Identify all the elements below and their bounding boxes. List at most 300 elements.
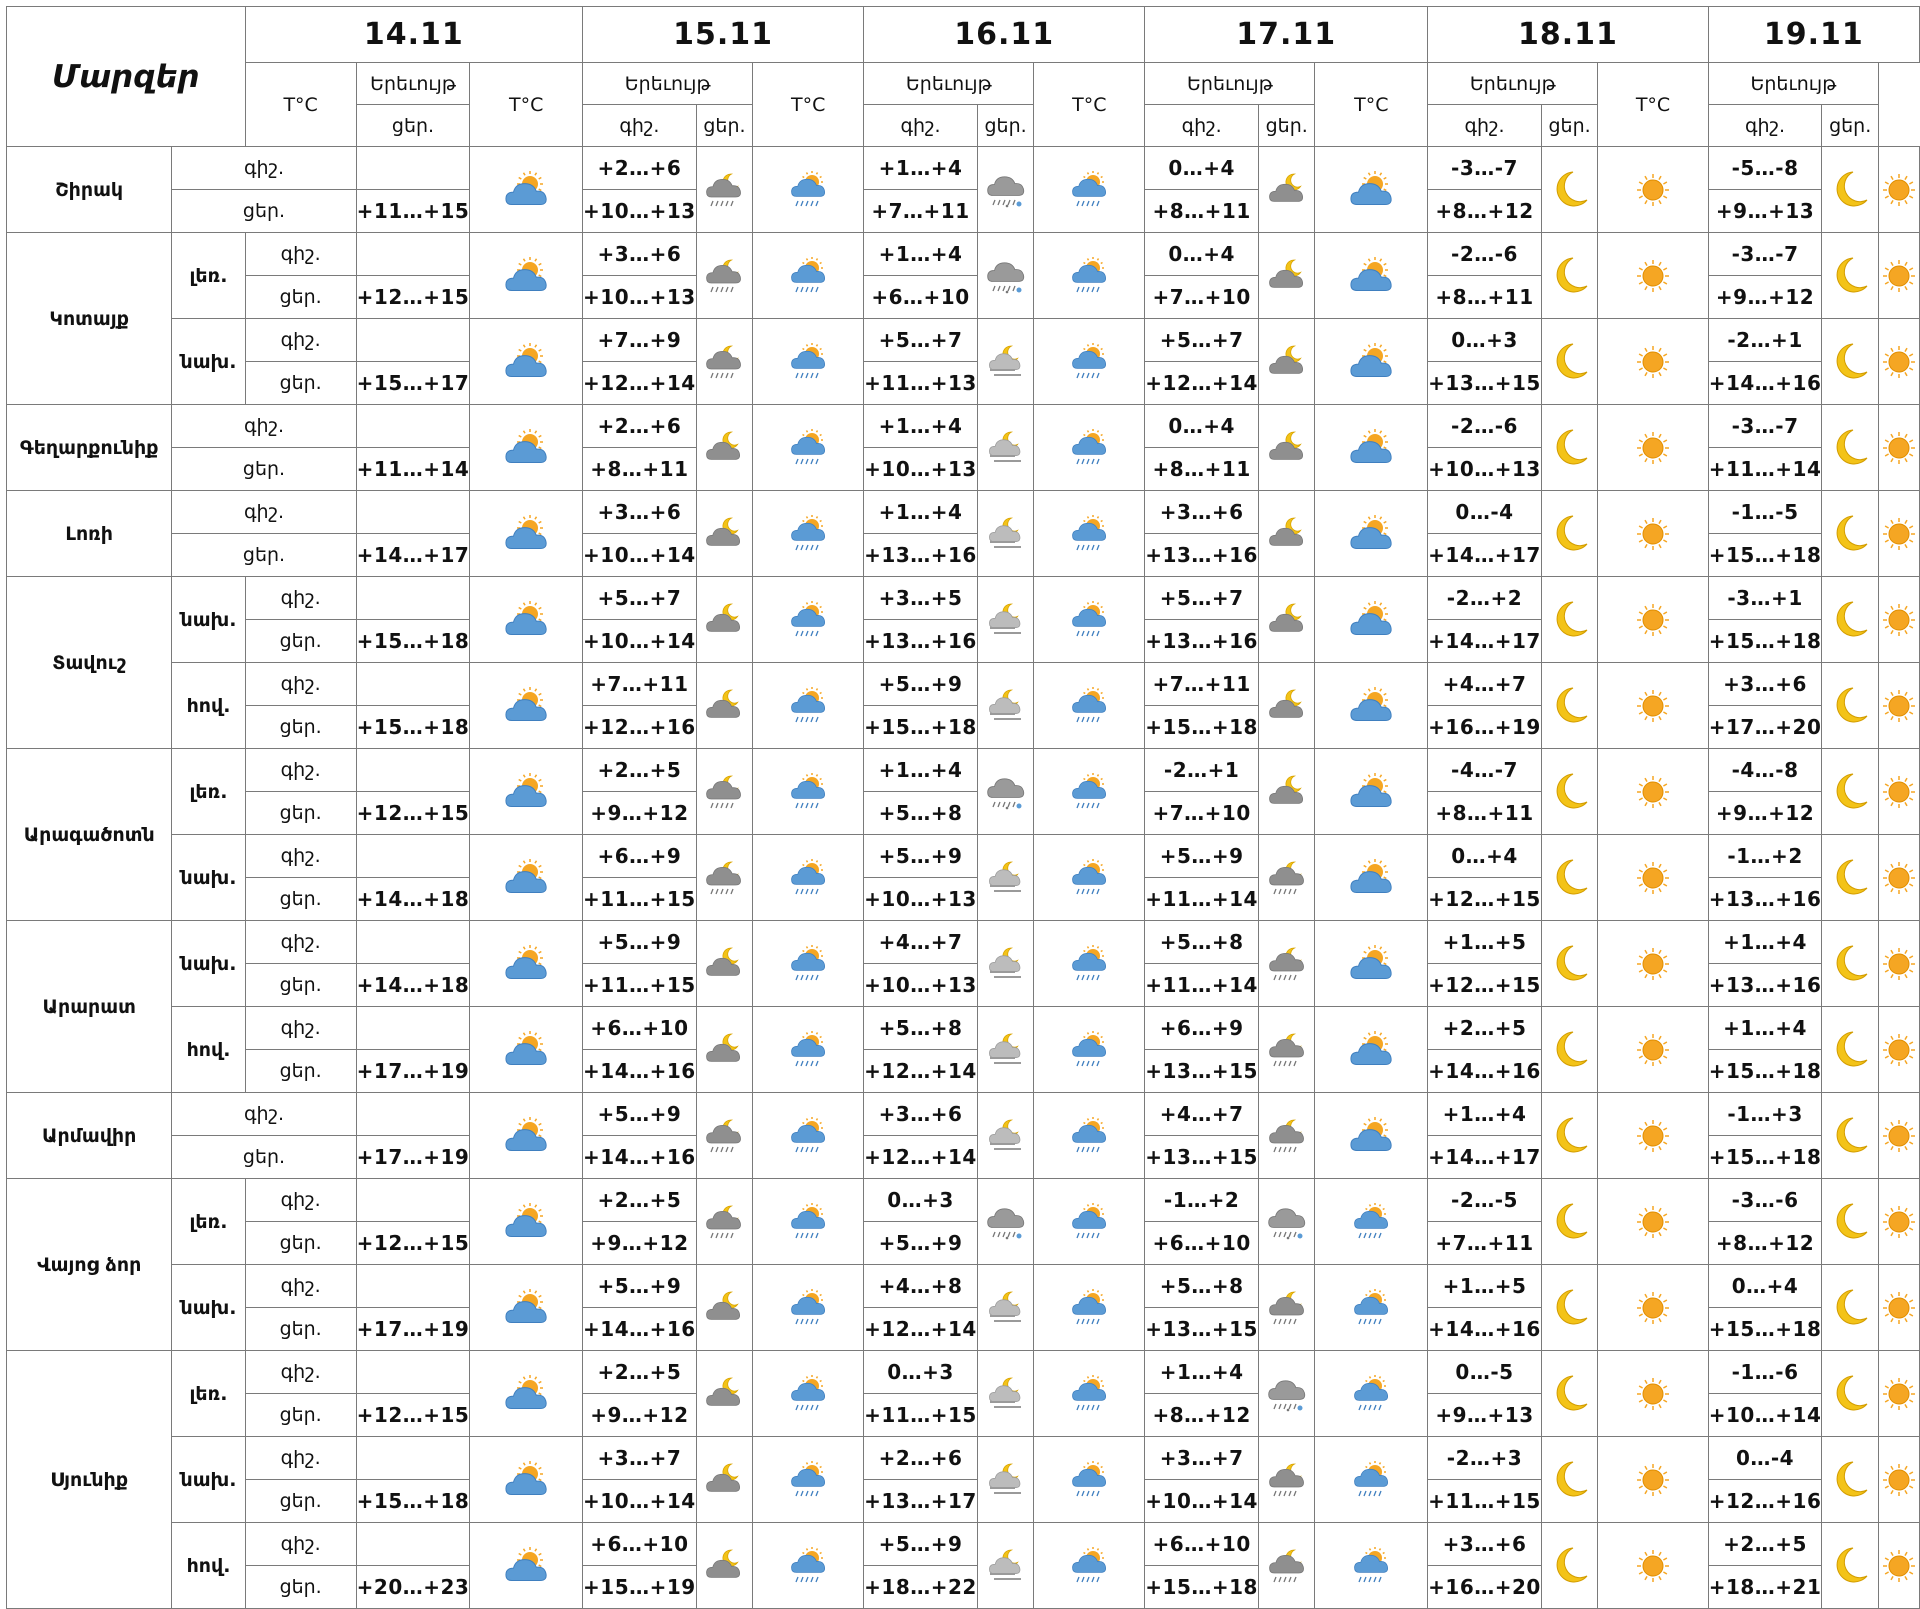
night-temp: +3…+6	[583, 491, 697, 534]
night-temp: +6…+10	[583, 1523, 697, 1566]
night-temp	[356, 1179, 470, 1222]
night-weather-icon	[1822, 921, 1879, 1007]
day-weather-icon	[1879, 491, 1920, 577]
sun-cloud-rain-icon	[1068, 428, 1110, 468]
night-temp: -1…-5	[1708, 491, 1822, 534]
day-temp: +8…+12	[1708, 1222, 1822, 1265]
moon-fog-icon	[985, 1116, 1027, 1156]
night-weather-icon	[1822, 663, 1879, 749]
night-temp: +2…+6	[583, 405, 697, 448]
sun-icon	[1879, 256, 1919, 296]
day-temp: +7…+10	[1145, 792, 1259, 835]
date-header: 19.11	[1708, 7, 1919, 63]
night-weather-icon	[977, 1093, 1033, 1179]
night-header: գիշ.	[583, 105, 697, 147]
night-weather-icon	[696, 835, 752, 921]
moon-icon	[1829, 168, 1871, 212]
day-weather-icon	[1315, 1007, 1428, 1093]
night-temp: +5…+7	[1145, 319, 1259, 362]
subregion-label: նախ.	[172, 921, 245, 1007]
night-temp: +1…+4	[1428, 1093, 1542, 1136]
night-weather-icon	[977, 1351, 1033, 1437]
day-temp: +7…+11	[864, 190, 978, 233]
table-row	[7, 491, 1920, 534]
sun-cloud-rain-icon	[787, 1374, 829, 1414]
subregion-label: նախ.	[172, 1265, 245, 1351]
day-temp: +9…+13	[1708, 190, 1822, 233]
sun-icon	[1879, 1460, 1919, 1500]
day-weather-icon	[753, 749, 864, 835]
day-temp: +15…+17	[356, 362, 470, 405]
night-temp: +2…+5	[583, 1179, 697, 1222]
night-temp	[356, 147, 470, 190]
night-weather-icon	[1258, 147, 1314, 233]
night-header: գիշ.	[864, 105, 978, 147]
day-temp: +9…+12	[1708, 792, 1822, 835]
moon-icon	[1829, 512, 1871, 556]
night-weather-icon	[977, 663, 1033, 749]
night-temp: +5…+8	[1145, 1265, 1259, 1308]
date-header: 14.11	[245, 7, 582, 63]
day-weather-icon	[1034, 233, 1145, 319]
day-temp: +14…+17	[356, 534, 470, 577]
day-temp: +11…+15	[583, 964, 697, 1007]
sun-cloud-icon	[502, 514, 550, 554]
night-temp: +1…+4	[864, 147, 978, 190]
day-temp: +13…+16	[1145, 534, 1259, 577]
subregion-label: լեռ.	[172, 1179, 245, 1265]
day-temp: +15…+18	[864, 706, 978, 749]
night-temp	[356, 835, 470, 878]
sun-cloud-rain-icon	[1068, 600, 1110, 640]
day-weather-icon	[470, 1093, 583, 1179]
moon-icon	[1829, 1458, 1871, 1502]
night-temp: +5…+9	[1145, 835, 1259, 878]
day-temp: +13…+17	[864, 1480, 978, 1523]
night-temp	[356, 491, 470, 534]
phenomenon-header: Երեւույթ	[356, 63, 470, 105]
sun-cloud-icon	[502, 1202, 550, 1242]
night-temp	[356, 1523, 470, 1566]
day-weather-icon	[753, 319, 864, 405]
day-temp: +7…+11	[1428, 1222, 1542, 1265]
night-temp: -2…-6	[1428, 233, 1542, 276]
moon-icon	[1829, 770, 1871, 814]
moon-icon	[1549, 1544, 1591, 1588]
night-weather-icon	[977, 1179, 1033, 1265]
day-weather-icon	[1034, 405, 1145, 491]
night-temp: -3…-7	[1708, 405, 1822, 448]
sun-cloud-icon	[1347, 514, 1395, 554]
night-temp: -1…+3	[1708, 1093, 1822, 1136]
day-temp: +12…+14	[1145, 362, 1259, 405]
day-temp: +10…+14	[1708, 1394, 1822, 1437]
day-temp: +13…+16	[1708, 878, 1822, 921]
night-temp: +1…+5	[1428, 921, 1542, 964]
day-temp: +14…+16	[583, 1308, 697, 1351]
day-temp: +9…+12	[583, 792, 697, 835]
moon-icon	[1829, 1200, 1871, 1244]
moon-icon	[1549, 168, 1591, 212]
date-header: 17.11	[1145, 7, 1428, 63]
night-temp	[356, 405, 470, 448]
night-temp	[356, 1351, 470, 1394]
night-temp: +1…+4	[864, 233, 978, 276]
day-temp: +11…+15	[1428, 1480, 1542, 1523]
day-weather-icon	[1598, 921, 1708, 1007]
table-row	[7, 577, 1920, 620]
subregion-label: հով.	[172, 663, 245, 749]
day-weather-icon	[1315, 491, 1428, 577]
cloud-snow-icon	[1266, 1202, 1308, 1242]
moon-icon	[1549, 1458, 1591, 1502]
night-weather-icon	[1541, 1523, 1597, 1609]
sun-icon	[1633, 858, 1673, 898]
sun-cloud-rain-icon	[1350, 1374, 1392, 1414]
night-weather-icon	[1258, 1093, 1314, 1179]
day-weather-icon	[1315, 1093, 1428, 1179]
region-name: Կոտայք	[7, 233, 172, 405]
night-label: գիշ.	[245, 1351, 356, 1394]
night-label: գիշ.	[245, 835, 356, 878]
night-label: գիշ.	[172, 491, 356, 534]
temp-header: T°C	[245, 63, 356, 147]
day-weather-icon	[1315, 233, 1428, 319]
moon-cloud-rain-icon	[1266, 944, 1308, 984]
night-temp: +5…+8	[1145, 921, 1259, 964]
table-row	[7, 1437, 1920, 1480]
sun-cloud-rain-icon	[1068, 1116, 1110, 1156]
night-label: գիշ.	[245, 233, 356, 276]
moon-fog-icon	[985, 1374, 1027, 1414]
night-temp: +5…+9	[583, 921, 697, 964]
day-weather-icon	[753, 1093, 864, 1179]
day-temp: +20…+23	[356, 1566, 470, 1609]
night-temp: +1…+5	[1428, 1265, 1542, 1308]
moon-cloud-rain-icon	[1266, 1546, 1308, 1586]
moon-cloud-rain-icon	[1266, 858, 1308, 898]
day-weather-icon	[1879, 233, 1920, 319]
sun-icon	[1633, 428, 1673, 468]
night-temp: +1…+4	[1708, 921, 1822, 964]
day-temp: +17…+20	[1708, 706, 1822, 749]
moon-cloud-rain-icon	[703, 772, 745, 812]
day-temp: +14…+17	[1428, 534, 1542, 577]
day-weather-icon	[1034, 835, 1145, 921]
day-temp: +10…+14	[583, 534, 697, 577]
night-temp	[356, 749, 470, 792]
day-weather-icon	[1034, 577, 1145, 663]
night-temp: -2…+2	[1428, 577, 1542, 620]
sun-icon	[1879, 1202, 1919, 1242]
sun-cloud-rain-icon	[787, 944, 829, 984]
day-weather-icon	[470, 921, 583, 1007]
sun-icon	[1879, 1116, 1919, 1156]
sun-cloud-icon	[502, 600, 550, 640]
moon-cloud-icon	[703, 1546, 745, 1586]
sun-icon	[1633, 1460, 1673, 1500]
night-temp: +4…+7	[1428, 663, 1542, 706]
night-weather-icon	[977, 1437, 1033, 1523]
night-weather-icon	[696, 1265, 752, 1351]
day-temp: +9…+12	[583, 1394, 697, 1437]
sun-cloud-icon	[502, 772, 550, 812]
moon-cloud-icon	[1266, 428, 1308, 468]
table-row	[7, 663, 1920, 706]
day-temp: +8…+11	[1145, 448, 1259, 491]
sun-cloud-rain-icon	[787, 1030, 829, 1070]
day-weather-icon	[1879, 1351, 1920, 1437]
sun-cloud-rain-icon	[1068, 772, 1110, 812]
day-temp: +15…+18	[356, 1480, 470, 1523]
sun-cloud-rain-icon	[787, 858, 829, 898]
region-name: Տավուշ	[7, 577, 172, 749]
moon-cloud-icon	[703, 686, 745, 726]
night-temp: -3…+1	[1708, 577, 1822, 620]
day-header: ցեր.	[1258, 105, 1314, 147]
night-temp: +5…+7	[583, 577, 697, 620]
moon-cloud-rain-icon	[703, 1202, 745, 1242]
day-temp: +14…+17	[1428, 620, 1542, 663]
table-title: Մարզեր	[7, 7, 246, 147]
subregion-label: նախ.	[172, 577, 245, 663]
night-temp: +5…+7	[1145, 577, 1259, 620]
night-weather-icon	[1822, 405, 1879, 491]
night-temp	[356, 577, 470, 620]
day-label: ցեր.	[245, 1480, 356, 1523]
night-weather-icon	[696, 1437, 752, 1523]
night-weather-icon	[1822, 1179, 1879, 1265]
temp-header: T°C	[470, 63, 583, 147]
cloud-snow-icon	[985, 772, 1027, 812]
night-temp: +2…+5	[583, 749, 697, 792]
moon-icon	[1829, 254, 1871, 298]
sun-icon	[1879, 858, 1919, 898]
sun-cloud-rain-icon	[787, 1460, 829, 1500]
moon-icon	[1829, 598, 1871, 642]
night-weather-icon	[977, 577, 1033, 663]
temp-header: T°C	[1598, 63, 1708, 147]
cloud-snow-icon	[985, 256, 1027, 296]
sun-cloud-rain-icon	[1068, 686, 1110, 726]
day-weather-icon	[1879, 405, 1920, 491]
sun-icon	[1879, 1288, 1919, 1328]
day-temp: +12…+16	[583, 706, 697, 749]
sun-icon	[1879, 1030, 1919, 1070]
night-temp	[356, 1007, 470, 1050]
day-weather-icon	[1034, 1265, 1145, 1351]
day-weather-icon	[1598, 1179, 1708, 1265]
day-label: ցեր.	[245, 706, 356, 749]
night-weather-icon	[1258, 1007, 1314, 1093]
night-label: գիշ.	[245, 1179, 356, 1222]
day-weather-icon	[1315, 1437, 1428, 1523]
sun-icon	[1633, 686, 1673, 726]
day-weather-icon	[1315, 663, 1428, 749]
night-weather-icon	[1822, 1265, 1879, 1351]
cloud-snow-icon	[985, 1202, 1027, 1242]
day-weather-icon	[1034, 663, 1145, 749]
day-temp: +8…+12	[1428, 190, 1542, 233]
table-row	[7, 921, 1920, 964]
day-temp: +13…+15	[1145, 1136, 1259, 1179]
day-temp: +11…+15	[356, 190, 470, 233]
night-temp: +3…+6	[1708, 663, 1822, 706]
night-temp: +1…+4	[864, 491, 978, 534]
night-temp: +5…+9	[864, 835, 978, 878]
night-temp: -1…-6	[1708, 1351, 1822, 1394]
night-temp	[356, 1437, 470, 1480]
night-label: գիշ.	[245, 1007, 356, 1050]
night-temp: +4…+8	[864, 1265, 978, 1308]
night-weather-icon	[1541, 1437, 1597, 1523]
night-temp: -2…+3	[1428, 1437, 1542, 1480]
night-temp: +2…+6	[583, 147, 697, 190]
night-temp: -3…-7	[1708, 233, 1822, 276]
night-label: գիշ.	[245, 1523, 356, 1566]
night-temp: 0…+4	[1145, 233, 1259, 276]
night-temp: +3…+6	[864, 1093, 978, 1136]
day-temp: +6…+10	[864, 276, 978, 319]
night-temp: -3…-6	[1708, 1179, 1822, 1222]
day-weather-icon	[1879, 921, 1920, 1007]
day-label: ցեր.	[245, 964, 356, 1007]
day-temp: +15…+18	[356, 620, 470, 663]
day-weather-icon	[470, 577, 583, 663]
sun-cloud-icon	[502, 428, 550, 468]
night-weather-icon	[1822, 749, 1879, 835]
sun-cloud-rain-icon	[1068, 1460, 1110, 1500]
table-row	[7, 233, 1920, 276]
sun-icon	[1633, 1374, 1673, 1414]
day-weather-icon	[1598, 1351, 1708, 1437]
day-header: ցեր.	[1541, 105, 1597, 147]
day-weather-icon	[1598, 577, 1708, 663]
day-temp: +11…+15	[864, 1394, 978, 1437]
sun-icon	[1633, 1202, 1673, 1242]
moon-icon	[1549, 1372, 1591, 1416]
night-weather-icon	[1822, 577, 1879, 663]
day-temp: +14…+17	[1428, 1136, 1542, 1179]
day-temp: +18…+21	[1708, 1566, 1822, 1609]
table-row	[7, 147, 1920, 190]
day-label: ցեր.	[245, 1394, 356, 1437]
day-weather-icon	[1879, 749, 1920, 835]
sun-icon	[1633, 944, 1673, 984]
sun-cloud-icon	[502, 686, 550, 726]
day-temp: +13…+16	[1145, 620, 1259, 663]
sun-cloud-icon	[1347, 1030, 1395, 1070]
day-weather-icon	[753, 835, 864, 921]
moon-cloud-icon	[703, 944, 745, 984]
day-temp: +15…+18	[1708, 534, 1822, 577]
forecast-table	[6, 6, 1920, 1609]
day-weather-icon	[1315, 577, 1428, 663]
sun-icon	[1879, 170, 1919, 210]
sun-icon	[1633, 514, 1673, 554]
day-label: ցեր.	[245, 878, 356, 921]
day-temp: +8…+12	[1145, 1394, 1259, 1437]
moon-cloud-icon	[1266, 170, 1308, 210]
sun-cloud-rain-icon	[787, 686, 829, 726]
day-temp: +12…+15	[356, 276, 470, 319]
sun-cloud-icon	[502, 858, 550, 898]
night-weather-icon	[1541, 491, 1597, 577]
day-temp: +11…+14	[356, 448, 470, 491]
moon-cloud-rain-icon	[1266, 1288, 1308, 1328]
day-weather-icon	[1315, 1523, 1428, 1609]
night-weather-icon	[977, 835, 1033, 921]
moon-icon	[1549, 856, 1591, 900]
moon-icon	[1549, 340, 1591, 384]
night-weather-icon	[1822, 1351, 1879, 1437]
day-weather-icon	[753, 147, 864, 233]
sun-cloud-icon	[502, 170, 550, 210]
day-weather-icon	[470, 663, 583, 749]
moon-cloud-rain-icon	[703, 256, 745, 296]
day-temp: +8…+11	[1145, 190, 1259, 233]
sun-cloud-rain-icon	[1068, 1374, 1110, 1414]
night-weather-icon	[1541, 147, 1597, 233]
sun-cloud-icon	[502, 342, 550, 382]
night-weather-icon	[1258, 491, 1314, 577]
sun-icon	[1633, 1030, 1673, 1070]
moon-icon	[1549, 512, 1591, 556]
day-weather-icon	[1034, 1093, 1145, 1179]
table-row	[7, 63, 1920, 105]
sun-cloud-icon	[1347, 170, 1395, 210]
night-temp: +1…+4	[864, 749, 978, 792]
sun-icon	[1633, 256, 1673, 296]
moon-cloud-icon	[1266, 342, 1308, 382]
moon-cloud-rain-icon	[1266, 1460, 1308, 1500]
sun-cloud-icon	[1347, 1116, 1395, 1156]
night-weather-icon	[1822, 1437, 1879, 1523]
table-row	[7, 1007, 1920, 1050]
phenomenon-header: Երեւույթ	[1145, 63, 1315, 105]
moon-cloud-icon	[703, 1288, 745, 1328]
night-temp: +5…+7	[864, 319, 978, 362]
sun-cloud-rain-icon	[1068, 1288, 1110, 1328]
table-row	[7, 1351, 1920, 1394]
day-weather-icon	[1315, 1265, 1428, 1351]
night-weather-icon	[1258, 1351, 1314, 1437]
day-temp: +17…+19	[356, 1308, 470, 1351]
day-label: ցեր.	[245, 1566, 356, 1609]
day-weather-icon	[1879, 835, 1920, 921]
day-temp: +11…+15	[583, 878, 697, 921]
day-weather-icon	[1879, 1523, 1920, 1609]
day-weather-icon	[1879, 147, 1920, 233]
day-weather-icon	[1034, 1523, 1145, 1609]
day-label: ցեր.	[172, 1136, 356, 1179]
table-row	[7, 749, 1920, 792]
day-temp: +5…+8	[864, 792, 978, 835]
sun-cloud-rain-icon	[1068, 514, 1110, 554]
day-weather-icon	[470, 749, 583, 835]
subregion-label: լեռ.	[172, 233, 245, 319]
day-header: ցեր.	[696, 105, 752, 147]
day-weather-icon	[1879, 663, 1920, 749]
sun-cloud-rain-icon	[787, 1202, 829, 1242]
day-temp: +16…+20	[1428, 1566, 1542, 1609]
night-weather-icon	[1822, 1523, 1879, 1609]
night-temp: 0…+3	[1428, 319, 1542, 362]
moon-cloud-icon	[703, 600, 745, 640]
day-weather-icon	[753, 1523, 864, 1609]
night-temp: +3…+6	[1145, 491, 1259, 534]
day-temp: +12…+14	[583, 362, 697, 405]
